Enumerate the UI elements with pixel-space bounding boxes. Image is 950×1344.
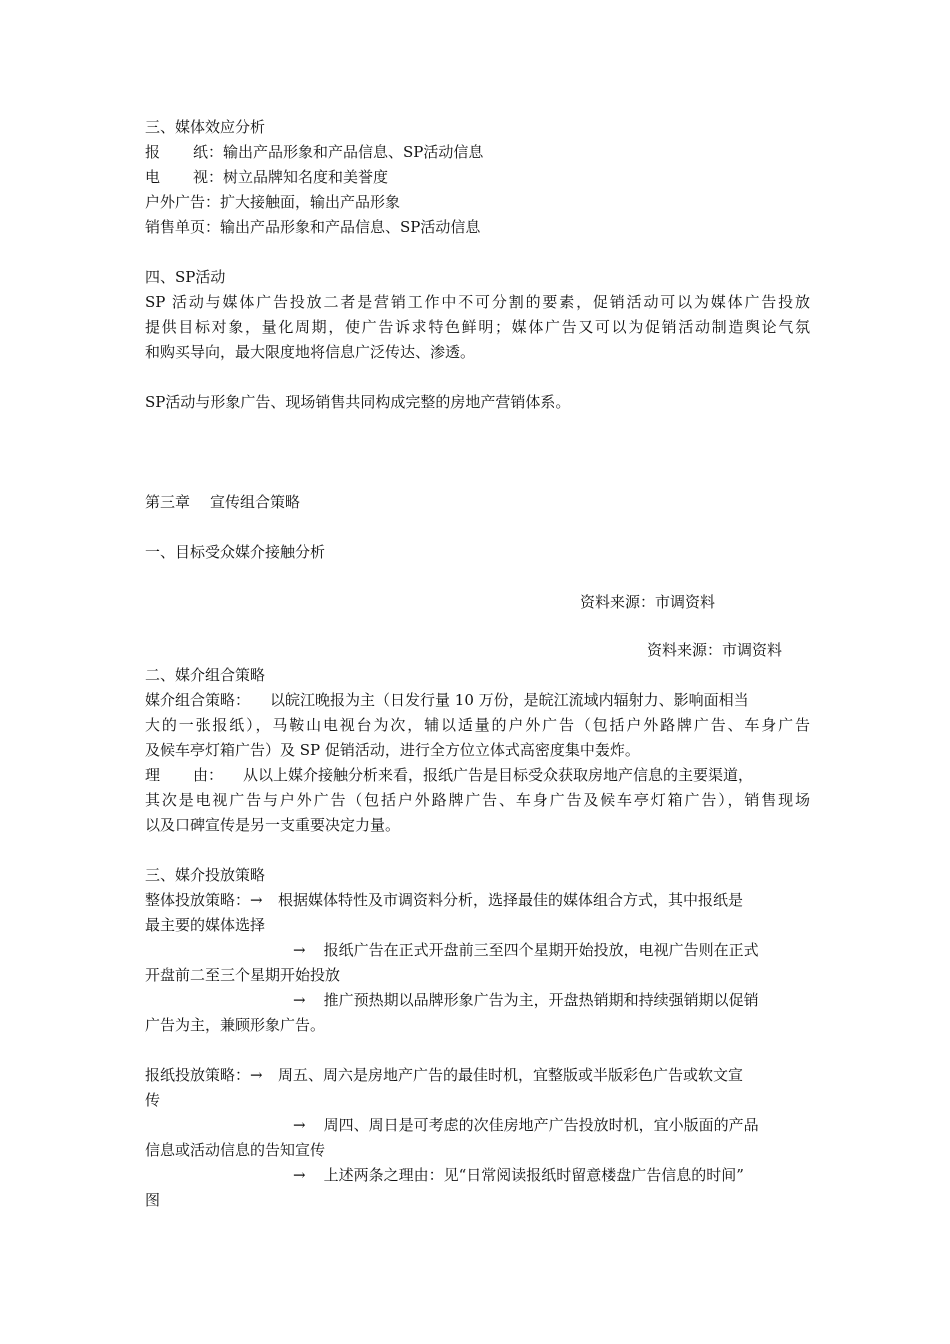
section-heading-media-effect: 三、媒体效应分析: [145, 118, 266, 136]
media-effect-flyer: 销售单页：输出产品形象和产品信息、SP活动信息: [145, 218, 481, 236]
overall-strategy-line: → 报纸广告在正式开盘前三至四个星期开始投放，电视广告则在正式: [293, 941, 759, 959]
sp-paragraph-line: 和购买导向，最大限度地将信息广泛传达、渗透。: [145, 343, 476, 361]
media-effect-outdoor: 户外广告：扩大接触面，输出产品形象: [145, 193, 401, 211]
newspaper-strategy-line: 报纸投放策略：→ 周五、周六是房地产广告的最佳时机，宜整版或半版彩色广告或软文宣: [145, 1066, 744, 1084]
section-heading-sp: 四、SP活动: [145, 268, 226, 286]
subsection-heading-audience: 一、目标受众媒介接触分析: [145, 543, 326, 561]
media-effect-tv: 电 视：树立品牌知名度和美誉度: [145, 168, 389, 186]
overall-strategy-line: 整体投放策略：→ 根据媒体特性及市调资料分析，选择最佳的媒体组合方式，其中报纸是: [145, 891, 744, 909]
media-effect-newspaper: 报 纸：输出产品形象和产品信息、SP活动信息: [145, 143, 484, 161]
newspaper-strategy-line: → 上述两条之理由：见“日常阅读报纸时留意楼盘广告信息的时间”: [293, 1166, 744, 1184]
media-mix-line: 大的一张报纸），马鞍山电视台为次，辅以适量的户外广告（包括户外路牌广告、车身广告: [145, 716, 810, 734]
subsection-heading-placement: 三、媒介投放策略: [145, 866, 266, 884]
sp-paragraph-line: SP 活动与媒体广告投放二者是营销工作中不可分割的要素，促销活动可以为媒体广告投放: [145, 293, 810, 311]
chapter-title: 第三章 宣传组合策略: [145, 493, 301, 511]
source-note: 资料来源：市调资料: [647, 641, 783, 659]
media-mix-line: 及候车亭灯箱广告）及 SP 促销活动，进行全方位立体式高密度集中轰炸。: [145, 741, 640, 759]
sp-paragraph-2: SP活动与形象广告、现场销售共同构成完整的房地产营销体系。: [145, 393, 571, 411]
reason-line: 以及口碑宣传是另一支重要决定力量。: [145, 816, 401, 834]
newspaper-strategy-line: 图: [145, 1191, 161, 1209]
newspaper-strategy-line: 传: [145, 1091, 161, 1109]
overall-strategy-line: → 推广预热期以品牌形象广告为主，开盘热销期和持续强销期以促销: [293, 991, 759, 1009]
newspaper-strategy-line: 信息或活动信息的告知宣传: [145, 1141, 326, 1159]
overall-strategy-line: 开盘前二至三个星期开始投放: [145, 966, 341, 984]
sp-paragraph-line: 提供目标对象，量化周期，使广告诉求特色鲜明；媒体广告又可以为促销活动制造舆论气氛: [145, 318, 810, 336]
source-note: 资料来源：市调资料: [580, 593, 716, 611]
subsection-heading-media-mix: 二、媒介组合策略: [145, 666, 266, 684]
media-mix-line: 媒介组合策略： 以皖江晚报为主（日发行量 10 万份，是皖江流域内辐射力、影响面相当: [145, 691, 749, 709]
reason-line: 理 由： 从以上媒介接触分析来看，报纸广告是目标受众获取房地产信息的主要渠道，: [145, 766, 754, 784]
overall-strategy-line: 广告为主，兼顾形象广告。: [145, 1016, 326, 1034]
reason-line: 其次是电视广告与户外广告（包括户外路牌广告、车身广告及候车亭灯箱广告），销售现场: [145, 791, 810, 809]
newspaper-strategy-line: → 周四、周日是可考虑的次佳房地产广告投放时机，宜小版面的产品: [293, 1116, 759, 1134]
overall-strategy-line: 最主要的媒体选择: [145, 916, 266, 934]
